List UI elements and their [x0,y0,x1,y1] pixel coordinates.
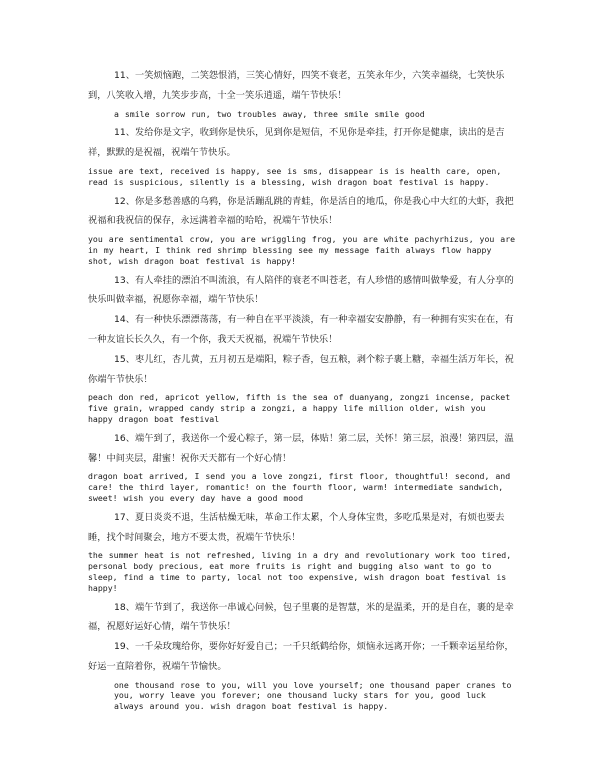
blessing-zh: 17、夏日炎炎不退，生活枯燥无味，革命工作太累，个人身体宝贵，多吃瓜果是对，有烦也要去睡，找个时间聚会，地方不要太贵，祝端午节快乐！ [88,511,505,543]
blessing-zh: 11、一笑烦恼跑，二笑怨恨消，三笑心情好，四笑不衰老，五笑永年少，六笑幸福绕，七笑快乐到，八笑收入增，九笑步步高，十全一笑乐逍遥，端午节快乐！ [88,70,505,101]
list-item [88,350,516,425]
blessing-en: one thousand rose to you, will you love yourself; one thousand paper cranes to you, worry leave you forever; one thousand lucky stars for you, good luck always around you. wish dragon boat festival is happy. [114,679,512,712]
blessing-zh: 15、枣儿红，杏儿黄，五月初五是端阳，粽子香，包五粮，剥个粽子裹上糖，幸福生活万年长，祝你端午节快乐！ [88,353,514,385]
list-item [88,598,516,638]
document-page [88,66,516,716]
blessing-zh: 11、发给你是文字，收到你是快乐，见到你是短信，不见你是牵挂，打开你是健康，读出的是吉祥，默默的是祝福，祝端午节快乐。 [88,127,505,159]
blessing-zh: 12、你是多愁善感的乌鸦，你是活蹦乱跳的青蛙，你是活自的地瓜，你是我心中大红的大虾，我把祝福和我祝信的保存，永远满着幸福的哈哈，祝端午节快乐！ [88,195,514,227]
blessing-zh: 18、端午节到了，我送你一串诚心问候，包子里裹的是智慧，米的是温柔，开的是自在，裹的是幸福，祝愿好运好心情，端午节快乐！ [88,601,514,633]
blessing-en: the summer heat is not refreshed, living in a dry and revolutionary work too tired, personal body precious, eat more fruits is right and bugging also want to go to sleep, find a time to party, local not too expensive, wish dragon boat festival is happy! [88,550,512,593]
list-item [88,123,516,187]
list-item [88,192,516,267]
list-item [88,66,516,119]
blessing-zh: 16、端午到了，我送你一个爱心粽子，第一层，体贴！第二层，关怀！第三层，浪漫！第四层，温馨！中间夹层，甜蜜！祝你天天都有一个好心情！ [88,432,514,464]
blessing-en: dragon boat arrived, I send you a love zongzi, first floor, thoughtful! second, and care! the third layer, romantic! on the fourth floor, warm! intermediate sandwich, sweet! wish you every day have a good mood [88,471,511,503]
list-item [88,637,516,712]
blessing-zh: 19、一千朵玫瑰给你，要你好好爱自己；一千只纸鹤给你，烦恼永远离开你；一千颗幸运星给你，好运一直陪着你，祝端午节愉快。 [88,641,514,672]
blessing-en: you are sentimental crow, you are wriggling frog, you are white pachyrhizus, you are in my heart, I think red shrimp blessing see my message faith always flow happy shot, wish dragon boat festival is happy! [88,234,516,266]
blessing-en: a smile sorrow run, two troubles away, three smile smile good [114,108,425,119]
blessing-en: issue are text, received is happy, see is sms, disappear is is health care, open, read is suspicious, silently is a blessing, wish dragon boat festival is happy. [88,165,502,187]
list-item [88,429,516,504]
list-item [88,310,516,350]
blessing-en: peach don red, apricot yellow, fifth is the sea of duanyang, zongzi incense, packet five grain, wrapped candy strip a zongzi, a happy life million older, wish you happy dragon boat festival [88,392,511,424]
blessing-zh: 13、有人牵挂的漂泊不叫流浪，有人陪伴的衰老不叫苍老，有人珍惜的感情叫做挚爱，有人分享的快乐叫做幸福，祝愿你幸福，端午节快乐！ [88,274,514,306]
list-item [88,508,516,594]
list-item [88,271,516,311]
blessing-zh: 14、有一种快乐漂漂荡荡，有一种自在平平淡淡，有一种幸福安安静静，有一种拥有实实在在，有一种友谊长长久久，有一个你，我天天祝福，祝端午节快乐！ [88,314,514,345]
